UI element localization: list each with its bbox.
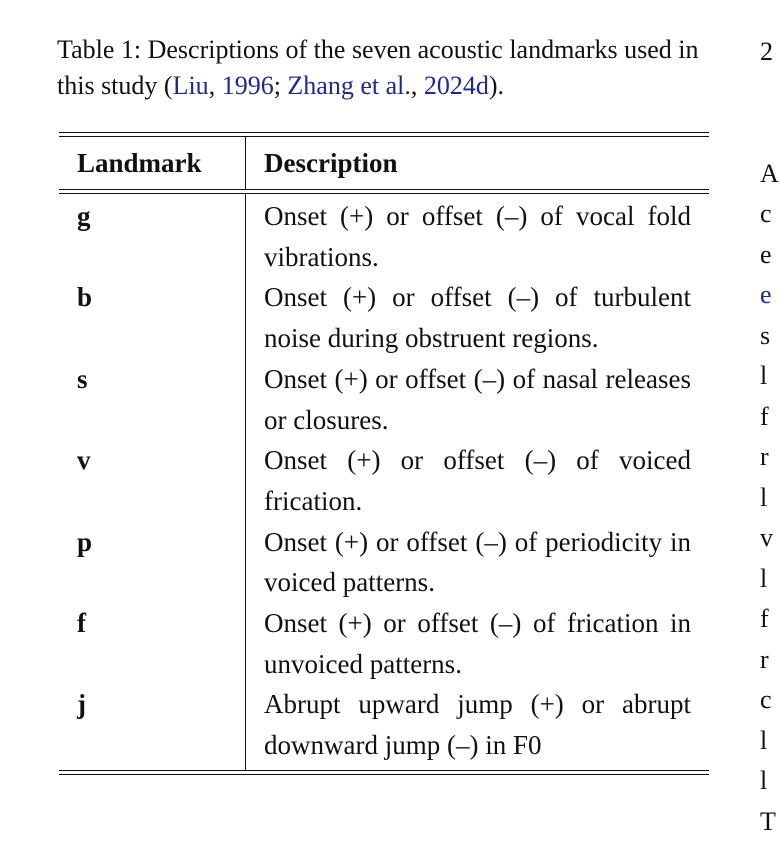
landmark-cell: v [59, 440, 246, 521]
fragment-line: f [760, 397, 779, 438]
table-row [59, 359, 709, 440]
caption-separator: ; [274, 71, 288, 100]
fragment-line: e [760, 235, 779, 276]
caption-label: Table 1: [57, 35, 141, 64]
fragment-line [760, 73, 779, 114]
description-cell: Onset (+) or offset (–) of nasal releases or closures. [246, 359, 709, 440]
fragment-line: l [760, 356, 779, 397]
fragment-line: l [760, 721, 779, 762]
description-cell: Abrupt upward jump (+) or abrupt downward jump (–) in F0 [246, 684, 709, 769]
fragment-line [760, 113, 779, 154]
landmark-cell: p [59, 522, 246, 603]
description-cell: Onset (+) or offset (–) of frication in unvoiced patterns. [246, 603, 709, 684]
fragment-line: T [760, 802, 779, 842]
table-caption [57, 32, 717, 104]
description-cell: Onset (+) or offset (–) of voiced frication. [246, 440, 709, 521]
table-row [59, 440, 709, 521]
fragment-line: 2 [760, 32, 779, 73]
fragment-line: v [760, 518, 779, 559]
fragment-line: l [760, 761, 779, 802]
fragment-line: l [760, 478, 779, 519]
table-row [59, 277, 709, 358]
table-row [59, 603, 709, 684]
description-cell: Onset (+) or offset (–) of periodicity in voiced patterns. [246, 522, 709, 603]
table-row [59, 684, 709, 769]
table-body [59, 194, 709, 770]
landmark-cell: j [59, 684, 246, 769]
fragment-line: A [760, 154, 779, 195]
description-cell: Onset (+) or offset (–) of vocal fold vibrations. [246, 194, 709, 277]
landmark-table [59, 132, 709, 775]
fragment-line: r [760, 640, 779, 681]
citation-link-liu[interactable]: Liu, 1996 [173, 71, 274, 100]
fragment-line: f [760, 599, 779, 640]
header-landmark: Landmark [59, 137, 246, 189]
header-description: Description [246, 148, 709, 179]
citation-link-zhang[interactable]: Zhang et al., 2024d [287, 71, 488, 100]
fragment-line: s [760, 316, 779, 357]
landmark-cell: f [59, 603, 246, 684]
fragment-line: e [760, 275, 779, 316]
table-row [59, 194, 709, 277]
fragment-line: l [760, 559, 779, 600]
fragment-line: c [760, 194, 779, 235]
table-header-row [59, 137, 709, 189]
caption-end: ). [489, 71, 504, 100]
fragment-line: r [760, 437, 779, 478]
description-cell: Onset (+) or offset (–) of turbulent noise during obstruent regions. [246, 277, 709, 358]
landmark-cell: g [59, 194, 246, 277]
caption-text: Descriptions of the seven acoustic landmarks used in this study ( [57, 35, 699, 100]
adjacent-column-fragment [760, 32, 779, 842]
table-row [59, 522, 709, 603]
landmark-cell: b [59, 277, 246, 358]
landmark-cell: s [59, 359, 246, 440]
bottom-double-rule [59, 770, 709, 775]
fragment-line: c [760, 680, 779, 721]
